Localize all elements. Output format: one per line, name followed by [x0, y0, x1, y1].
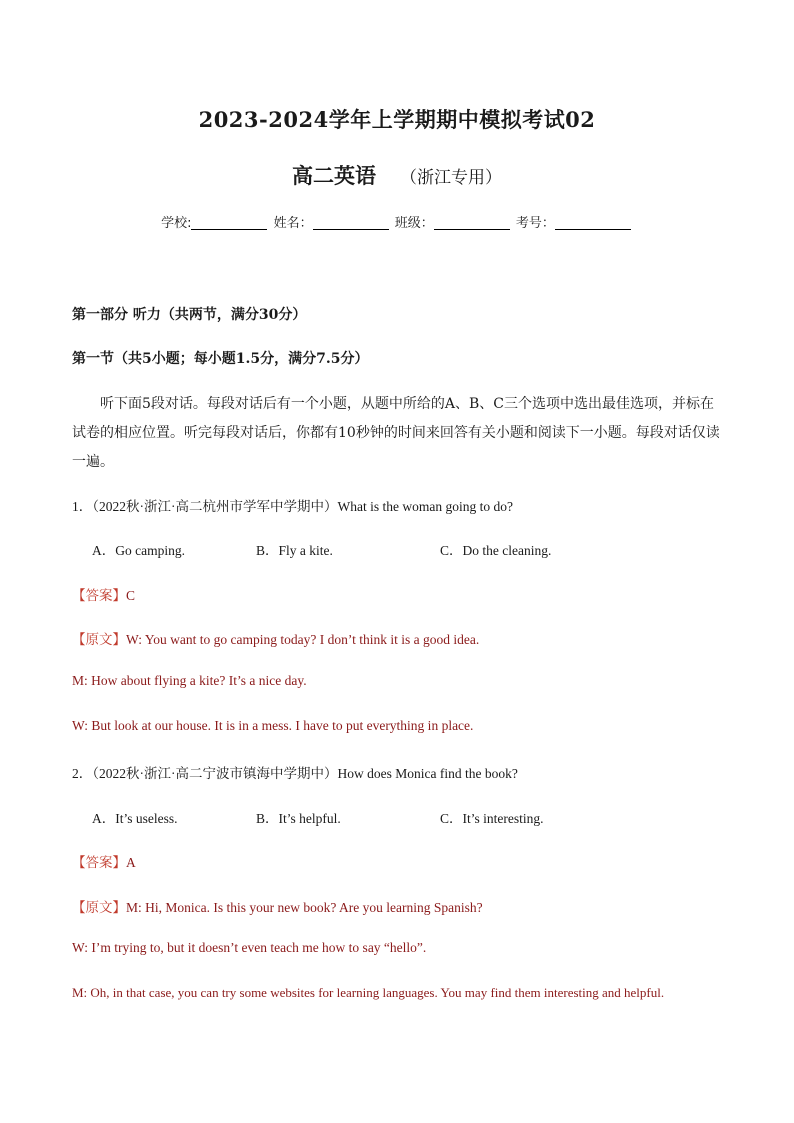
class-blank[interactable] [434, 215, 510, 230]
question-1-option-b[interactable]: B．Fly a kite. [256, 543, 333, 558]
section1-heading: 第一节（共5小题；每小题1.5分，满分7.5分） [72, 351, 369, 367]
answer-value: C [126, 588, 136, 603]
exam-title: 2023-2024学年上学期期中模拟考试02 [198, 107, 596, 132]
question-1-transcript-line-1 [72, 628, 479, 648]
question-1-option-a[interactable]: A．Go camping. [92, 543, 185, 558]
question-2-answer [72, 851, 136, 871]
exam-subtitle [0, 160, 794, 190]
question-1-answer [72, 584, 135, 604]
school-blank[interactable] [191, 215, 267, 230]
question-2-option-a[interactable]: A．It’s useless. [92, 811, 178, 826]
question-2-transcript-line-3: M: Oh, in that case, you can try some websites for learning languages. You may find them interesting and helpful. [72, 985, 665, 1000]
answer-value: A [126, 855, 136, 870]
question-2-transcript-line-2: W: I’m trying to, but it doesn’t even teach me how to say “hello”. [72, 940, 427, 955]
name-blank[interactable] [313, 215, 389, 230]
question-1-option-c[interactable]: C．Do the cleaning. [440, 543, 552, 558]
exam-number-blank[interactable] [555, 215, 631, 230]
school-label: 学校: [161, 216, 192, 231]
question-2-option-c[interactable]: C．It’s interesting. [440, 811, 544, 826]
transcript-text: W: You want to go camping today? I don’t think it is a good idea. [126, 632, 480, 647]
question-1-transcript-line-3: W: But look at our house. It is in a mess. I have to put everything in place. [72, 718, 474, 733]
transcript-tag: 【原文】 [72, 900, 126, 915]
answer-tag: 【答案】 [72, 588, 126, 603]
province-label: （浙江专用） [400, 168, 502, 188]
question-1-stem: 1．（2022秋·浙江·高二杭州市学军中学期中）What is the woman going to do? [72, 499, 513, 514]
listening-instructions: 听下面5段对话。每段对话后有一个小题，从题中所给的A、B、C三个选项中选出最佳选项，并标在试卷的相应位置。听完每段对话后，你都有10秒钟的时间来回答有关小题和阅读下一小题。每段对话仅读一遍。 [72, 396, 720, 470]
answer-tag: 【答案】 [72, 855, 126, 870]
transcript-text: M: Hi, Monica. Is this your new book? Are you learning Spanish? [126, 900, 483, 915]
question-2-transcript-line-1 [72, 896, 483, 916]
part1-heading: 第一部分 听力（共两节，满分30分） [72, 307, 307, 323]
name-label: 姓名： [273, 216, 313, 231]
question-2-option-b[interactable]: B．It’s helpful. [256, 811, 341, 826]
subject-label: 高二英语 [292, 163, 376, 188]
exam-number-label: 考号： [515, 216, 555, 231]
transcript-tag: 【原文】 [72, 632, 126, 647]
question-2-stem: 2．（2022秋·浙江·高二宁波市镇海中学期中）How does Monica find the book? [72, 766, 518, 781]
question-1-transcript-line-2: M: How about flying a kite? It’s a nice day. [72, 673, 307, 688]
class-label: 班级： [394, 216, 434, 231]
student-info-line [0, 212, 794, 231]
